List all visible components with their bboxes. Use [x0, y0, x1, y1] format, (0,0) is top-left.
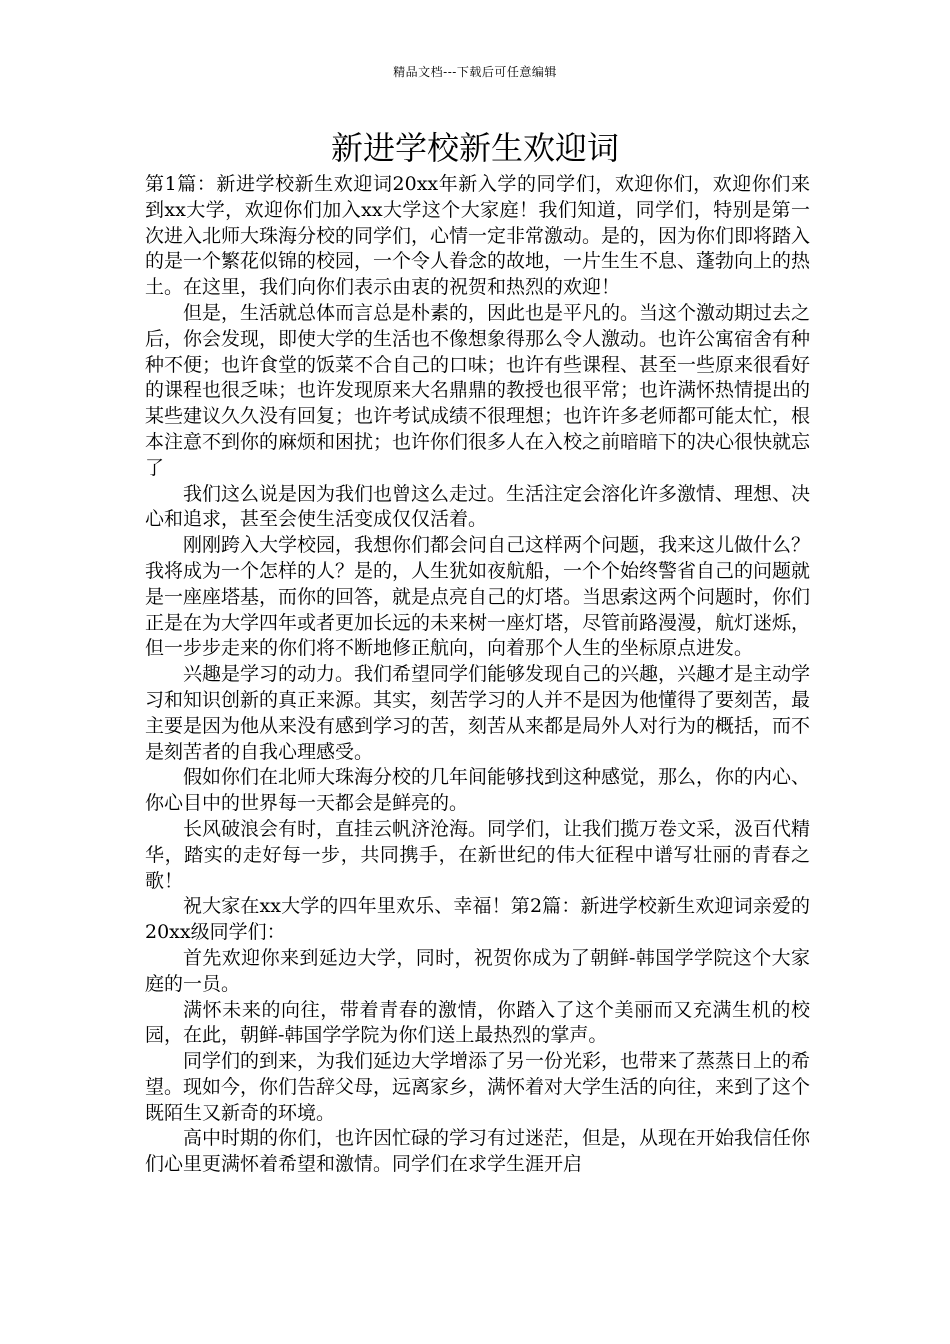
paragraph-3: 我们这么说是因为我们也曾这么走过。生活注定会溶化许多激情、理想、决心和追求，甚至会使生活变成仅仅活着。	[145, 482, 811, 531]
paragraph-11: 同学们的到来，为我们延边大学增添了另一份光彩，也带来了蒸蒸日上的希望。现如今，你们告辞父母，远离家乡，满怀着对大学生活的向往，来到了这个既陌生又新奇的环境。	[145, 1050, 811, 1124]
paragraph-8: 祝大家在xx大学的四年里欢乐、幸福！第2篇：新进学校新生欢迎词亲爱的20xx级同学们：	[145, 895, 810, 944]
paragraph-5: 兴趣是学习的动力。我们希望同学们能够发现自己的兴趣，兴趣才是主动学习和知识创新的真正来源。其实，刻苦学习的人并不是因为他懂得了要刻苦，最主要是因为他从来没有感到学习的苦，刻苦从来都是局外人对行为的概括，而不是刻苦者的自我心理感受。	[145, 663, 811, 763]
document-body	[145, 172, 810, 1178]
paragraph-10: 满怀未来的向往，带着青春的激情，你踏入了这个美丽而又充满生机的校园，在此，朝鲜-韩国学学院为你们送上最热烈的掌声。	[145, 998, 810, 1047]
paragraph-4: 刚刚跨入大学校园，我想你们都会问自己这样两个问题，我来这儿做什么？我将成为一个怎样的人？是的，人生犹如夜航船，一个个始终警省自己的问题就是一座座塔基，而你的回答，就是点亮自己的灯塔。当思索这两个问题时，你们正是在为大学四年或者更加长远的未来树一座灯塔，尽管前路漫漫，航灯迷烁，但一步步走来的你们将不断地修正航向，向着那个人生的坐标原点进发。	[145, 534, 811, 660]
page-header-note: 精品文档---下载后可任意编辑	[393, 65, 557, 79]
paragraph-7: 长风破浪会有时，直挂云帆济沧海。同学们，让我们揽万卷文采，汲百代精华，踏实的走好每一步，共同携手，在新世纪的伟大征程中谱写壮丽的青春之歌！	[145, 817, 811, 892]
paragraph-12: 高中时期的你们，也许因忙碌的学习有过迷茫，但是，从现在开始我信任你们心里更满怀着希望和激情。同学们在求学生涯开启	[145, 1127, 811, 1176]
paragraph-9: 首先欢迎你来到延边大学，同时，祝贺你成为了朝鲜-韩国学学院这个大家庭的一员。	[145, 946, 810, 995]
document-title: 新进学校新生欢迎词	[330, 129, 619, 167]
paragraph-2: 但是，生活就总体而言总是朴素的，因此也是平凡的。当这个激动期过去之后，你会发现，即使大学的生活也不像想象得那么令人激动。也许公寓宿舍有种种不便；也许食堂的饭菜不合自己的口味；也许有些课程、甚至一些原来很看好的课程也很乏味；也许发现原来大名鼎鼎的教授也很平常；也许满怀热情提出的某些建议久久没有回复；也许考试成绩不很理想；也许许多老师都可能太忙，根本注意不到你的麻烦和困扰；也许你们很多人在入校之前暗暗下的决心很快就忘了	[145, 301, 811, 479]
paragraph-1: 第1篇：新进学校新生欢迎词20xx年新入学的同学们，欢迎你们，欢迎你们来到xx大学，欢迎你们加入xx大学这个大家庭！我们知道，同学们，特别是第一次进入北师大珠海分校的同学们，心情一定非常激动。是的，因为你们即将踏入的是一个繁花似锦的校园，一个令人眷念的故地，一片生生不息、蓬勃向上的热土。在这里，我们向你们表示由衷的祝贺和热烈的欢迎！	[145, 173, 811, 299]
paragraph-6: 假如你们在北师大珠海分校的几年间能够找到这种感觉，那么，你的内心、你心目中的世界每一天都会是鲜亮的。	[145, 766, 811, 815]
